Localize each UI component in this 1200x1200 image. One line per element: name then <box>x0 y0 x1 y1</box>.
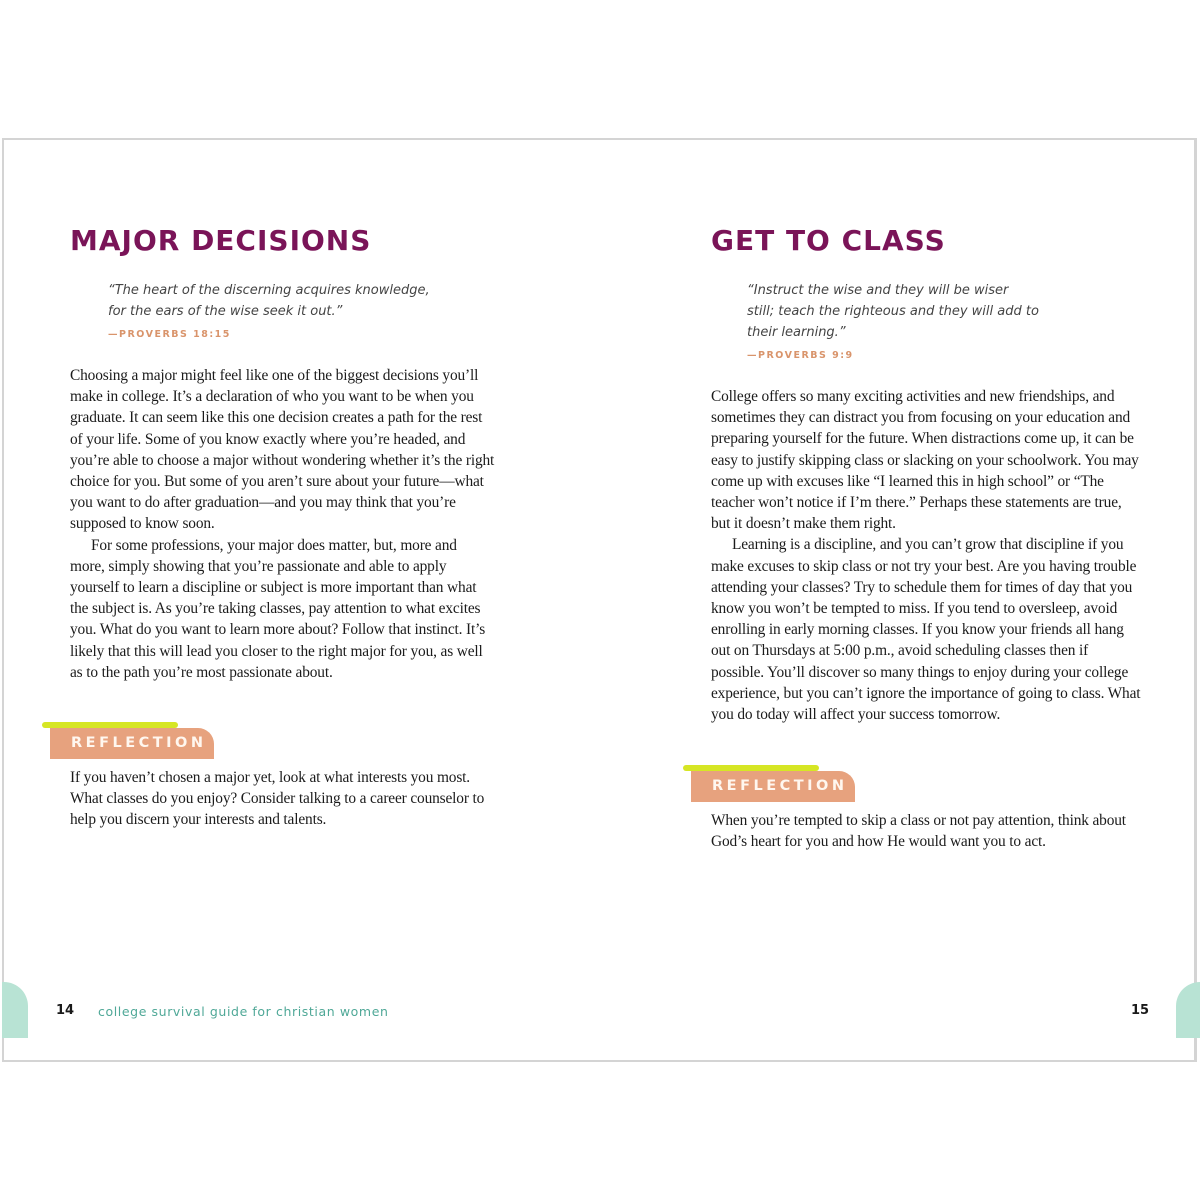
page-title: GET TO CLASS <box>711 224 946 257</box>
reflection-text <box>711 810 1131 852</box>
paragraph: Learning is a discipline, and you can’t grow that discipline if you make excuses to skip class or not try your best. Are you having trouble attending your classes? Try to schedule them for times of day that you know you won’t be tempted to miss. If you tend to oversleep, avoid enrolling in early morning classes. If you know your friends all hang out on Thursdays at 5:00 p.m., avoid scheduling classes then if possible. You’ll discover so many things to enjoy during your college experience, but you can’t ignore the importance of going to class. What you do today will affect your success tomorrow. <box>711 536 1141 724</box>
reflection-paragraph: When you’re tempted to skip a class or not pay attention, think about God’s heart for you and how He would want you to act. <box>711 812 1126 851</box>
epigraph-line: their learning.” <box>747 325 846 340</box>
thumb-tab <box>2 982 28 1038</box>
reflection-paragraph: If you haven’t chosen a major yet, look at what interests you most. What classes do you enjoy? Consider talking to a career counselor to help you discern your interests and talents. <box>70 769 485 829</box>
page-title: MAJOR DECISIONS <box>70 224 372 257</box>
epigraph-citation: —PROVERBS 9:9 <box>747 350 854 361</box>
epigraph <box>108 280 488 345</box>
paragraph: For some professions, your major does matter, but, more and more, simply showing that you’re passionate and able to apply yourself to learn a discipline or subject is more important than what the subject is. As you’re taking classes, pay attention to what excites you. What do you want to learn more about? Follow that instinct. It’s likely that this will lead you closer to the right major for you, as well as to the path you’re most passionate about. <box>70 536 486 681</box>
body-text <box>711 386 1141 725</box>
running-footer-title: college survival guide for christian women <box>98 1004 389 1019</box>
paragraph: Choosing a major might feel like one of the biggest decisions you’ll make in college. It’s a declaration of who you want to be when you graduate. It can seem like this one decision creates a path for the rest of your life. Some of you know exactly where you’re headed, and you’re able to choose a major without wondering whether it’s the right choice for you. But some of you aren’t sure about your future—what you want to do after graduation—and you may think that you’re supposed to know soon. <box>70 367 495 533</box>
paragraph: College offers so many exciting activities and new friendships, and sometimes they can distract you from focusing on your education and preparing yourself for the future. When distractions come up, it can be easy to justify skipping class or slacking on your schoolwork. You may come up with excuses like “I learned this in high school” or “The teacher won’t notice if I’m there.” Perhaps these statements are true, but it doesn’t make them right. <box>711 388 1139 533</box>
book-spread <box>2 138 1197 1062</box>
epigraph-line: for the ears of the wise seek it out.” <box>108 304 343 319</box>
right-page <box>604 140 1199 1060</box>
body-text <box>70 365 495 683</box>
epigraph-citation: —PROVERBS 18:15 <box>108 329 231 340</box>
epigraph-line: still; teach the righteous and they will add to <box>747 304 1039 319</box>
epigraph-line: “The heart of the discerning acquires knowledge, <box>108 283 430 298</box>
left-page <box>4 140 604 1060</box>
reflection-label: REFLECTION <box>50 728 214 759</box>
epigraph-line: “Instruct the wise and they will be wiser <box>747 283 1009 298</box>
thumb-tab <box>1176 982 1200 1038</box>
epigraph <box>747 280 1087 366</box>
reflection-text <box>70 767 500 831</box>
reflection-label: REFLECTION <box>691 771 855 802</box>
page-number: 14 <box>56 1003 75 1018</box>
page-number: 15 <box>1131 1003 1150 1018</box>
